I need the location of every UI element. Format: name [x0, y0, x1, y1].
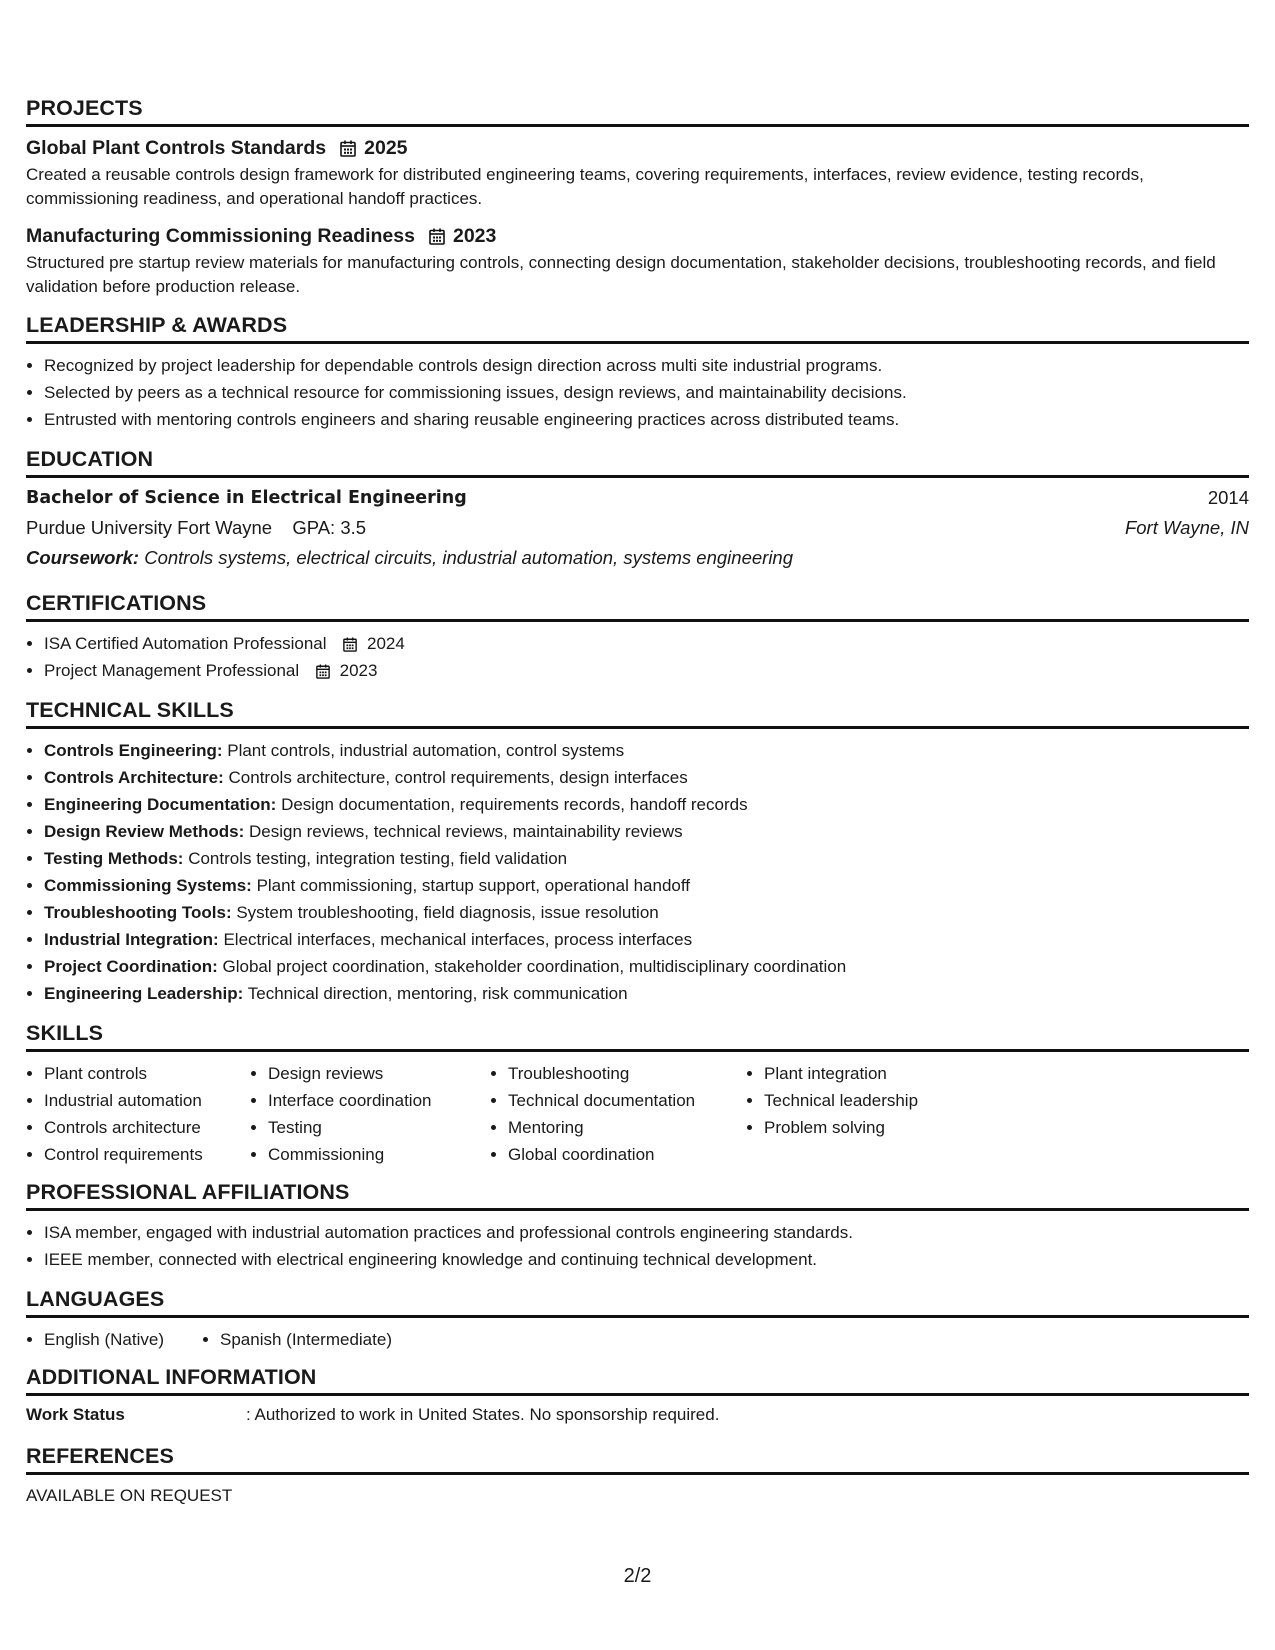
projects-section — [26, 96, 1249, 299]
skill-category: Engineering Leadership: — [44, 984, 244, 1003]
certifications-section — [26, 591, 1249, 684]
calendar-icon — [340, 140, 356, 157]
skill-item: • Mentoring — [508, 1114, 746, 1141]
skill-detail: Design documentation, requirements records, handoff records — [281, 795, 748, 814]
skill-detail: Global project coordination, stakeholder coordination, multidisciplinary coordination — [222, 957, 847, 976]
technical-skill-item — [44, 737, 1249, 764]
skill-category: Controls Architecture: — [44, 768, 224, 787]
references-section — [26, 1444, 1249, 1509]
list-item: • IEEE member, connected with electrical engineering knowledge and continuing technical development. — [44, 1246, 1249, 1273]
skill-detail: Controls architecture, control requirements, design interfaces — [228, 768, 688, 787]
skill-item: • Control requirements — [44, 1141, 250, 1168]
technical-skills-section — [26, 698, 1249, 1007]
skill-category: Industrial Integration: — [44, 930, 219, 949]
skill-item: • Technical documentation — [508, 1087, 746, 1114]
technical-skill-item — [44, 899, 1249, 926]
technical-skill-item — [44, 791, 1249, 818]
skill-item: • Plant controls — [44, 1060, 250, 1087]
skill-item: • Troubleshooting — [508, 1060, 746, 1087]
technical-skill-item — [44, 845, 1249, 872]
language-item: • English (Native) — [44, 1326, 202, 1353]
list-item: • Selected by peers as a technical resource for commissioning issues, design reviews, and maintainability decisions. — [44, 379, 1249, 406]
degree: Bachelor of Science in Electrical Engineering — [26, 488, 467, 508]
certification-year: 2024 — [367, 634, 405, 653]
skill-item: • Problem solving — [764, 1114, 1024, 1141]
list-item: • ISA member, engaged with industrial automation practices and professional controls engineering standards. — [44, 1219, 1249, 1246]
project-name: Global Plant Controls Standards — [26, 137, 327, 159]
skill-item: • Testing — [268, 1114, 490, 1141]
info-key: Work Status — [26, 1405, 125, 1424]
section-title-references: REFERENCES — [26, 1444, 1249, 1475]
skill-item: • Plant integration — [764, 1060, 1024, 1087]
education-section — [26, 447, 1249, 573]
calendar-icon — [429, 228, 445, 245]
skill-category: Commissioning Systems: — [44, 876, 252, 895]
school-name: Purdue University Fort Wayne — [26, 517, 273, 538]
project-year: 2023 — [452, 225, 497, 247]
project-description: Created a reusable controls design framework for distributed engineering teams, covering requirements, interfaces, review evidence, testing records, commissioning readiness, and operational handoff practices. — [26, 165, 1144, 208]
project-year: 2025 — [364, 137, 408, 159]
graduation-year: 2014 — [1207, 487, 1249, 508]
languages-section — [26, 1287, 1249, 1353]
certification-name: ISA Certified Automation Professional — [44, 634, 327, 653]
coursework: Controls systems, electrical circuits, industrial automation, systems engineering — [144, 547, 794, 568]
additional-info-section — [26, 1365, 1249, 1428]
section-title-leadership: LEADERSHIP & AWARDS — [26, 313, 1249, 344]
technical-skill-item — [44, 980, 1249, 1007]
project-name: Manufacturing Commissioning Readiness — [26, 225, 415, 247]
info-value: : Authorized to work in United States. No sponsorship required. — [246, 1405, 720, 1424]
technical-skill-item — [44, 926, 1249, 953]
calendar-icon — [316, 664, 330, 679]
section-title-education: EDUCATION — [26, 447, 1249, 478]
page-number: 2/2 — [623, 1565, 652, 1587]
skill-item: • Interface coordination — [268, 1087, 490, 1114]
skill-category: Project Coordination: — [44, 957, 218, 976]
skill-category: Controls Engineering: — [44, 741, 223, 760]
certification-name: Project Management Professional — [44, 661, 300, 680]
skill-item: • Design reviews — [268, 1060, 490, 1087]
technical-skill-item — [44, 764, 1249, 791]
skill-detail: System troubleshooting, field diagnosis, issue resolution — [236, 903, 659, 922]
skill-category: Engineering Documentation: — [44, 795, 277, 814]
section-title-projects: PROJECTS — [26, 96, 1249, 127]
skill-category: Troubleshooting Tools: — [44, 903, 232, 922]
affiliations-section — [26, 1180, 1249, 1273]
skill-item: • Commissioning — [268, 1141, 490, 1168]
skill-detail: Controls testing, integration testing, field validation — [188, 849, 568, 868]
list-item — [44, 657, 1249, 684]
section-title-affiliations: PROFESSIONAL AFFILIATIONS — [26, 1180, 1249, 1211]
skill-detail: Plant commissioning, startup support, operational handoff — [256, 876, 691, 895]
project-description: Structured pre startup review materials for manufacturing controls, connecting design documentation, stakeholder decisions, troubleshooting records, and field validation before production release. — [26, 253, 1216, 296]
skill-item: • Controls architecture — [44, 1114, 250, 1141]
section-title-technical-skills: TECHNICAL SKILLS — [26, 698, 1249, 729]
coursework-label: Coursework: — [26, 547, 140, 568]
leadership-section — [26, 313, 1249, 433]
project-item — [26, 223, 1249, 299]
language-item: • Spanish (Intermediate) — [220, 1326, 392, 1353]
certification-year: 2023 — [339, 661, 378, 680]
school-location: Fort Wayne, IN — [1124, 517, 1249, 538]
technical-skill-item — [44, 818, 1249, 845]
skill-item: • Industrial automation — [44, 1087, 250, 1114]
gpa: GPA: 3.5 — [292, 517, 367, 538]
skill-item: • Technical leadership — [764, 1087, 1024, 1114]
skill-detail: Technical direction, mentoring, risk communication — [247, 984, 628, 1003]
section-title-additional: ADDITIONAL INFORMATION — [26, 1365, 1249, 1396]
section-title-certifications: CERTIFICATIONS — [26, 591, 1249, 622]
skills-section — [26, 1021, 1249, 1168]
technical-skill-item — [44, 872, 1249, 899]
project-item — [26, 135, 1249, 211]
list-item: • Recognized by project leadership for dependable controls design direction across multi site industrial programs. — [44, 352, 1249, 379]
section-title-languages: LANGUAGES — [26, 1287, 1249, 1318]
section-title-skills: SKILLS — [26, 1021, 1249, 1052]
skill-detail: Design reviews, technical reviews, maintainability reviews — [249, 822, 683, 841]
list-item — [44, 630, 1249, 657]
skill-category: Testing Methods: — [44, 849, 184, 868]
skill-detail: Plant controls, industrial automation, control systems — [227, 741, 625, 760]
references-text: AVAILABLE ON REQUEST — [26, 1486, 233, 1505]
skill-detail: Electrical interfaces, mechanical interfaces, process interfaces — [223, 930, 693, 949]
skill-item: • Global coordination — [508, 1141, 746, 1168]
calendar-icon — [343, 637, 357, 652]
technical-skill-item — [44, 953, 1249, 980]
list-item: • Entrusted with mentoring controls engineers and sharing reusable engineering practices across distributed teams. — [44, 406, 1249, 433]
skill-category: Design Review Methods: — [44, 822, 245, 841]
